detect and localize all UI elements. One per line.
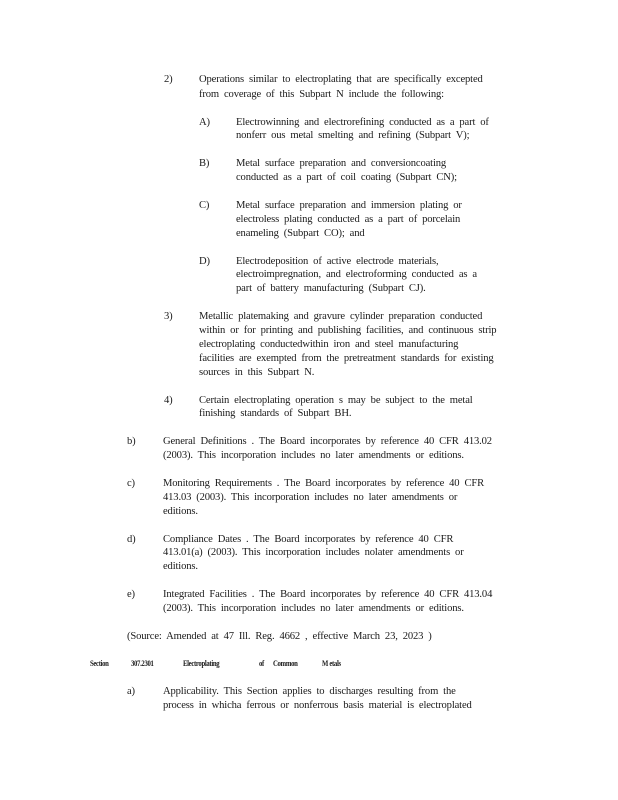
item-number: 4) [164, 395, 173, 406]
sub-item-text-line: Metal surface preparation and conversioncoating [236, 158, 447, 169]
subsection-text-line: Applicability. This Section applies to discharges resulting from the [163, 686, 456, 697]
sub-item-text-line: enameling (Subpart CO); and [236, 228, 365, 239]
section-label: Section [90, 659, 109, 668]
sub-item-text-line: Electrowinning and electrorefining conducted as a part of [236, 117, 489, 128]
subsection-text-line: editions. [163, 561, 198, 572]
subsection-text-line: 413.01(a) (2003). This incorporation includes nolater amendments or [163, 547, 464, 558]
subsection-text-line: (2003). This incorporation includes no later amendments or editions. [163, 603, 464, 614]
subsection-text-line: 413.03 (2003). This incorporation includes no later amendments or [163, 492, 458, 503]
subsection-letter: a) [127, 686, 135, 697]
subsection-letter: b) [127, 436, 136, 447]
sub-item-text-line: conducted as a part of coil coating (Subpart CN); [236, 172, 457, 183]
sub-item-letter: B) [199, 158, 210, 169]
sub-item-text-line: electroimpregnation, and electroforming conducted as a [236, 269, 477, 280]
sub-item-letter: D) [199, 256, 210, 267]
item-text-line: Operations similar to electroplating that are specifically excepted [199, 74, 483, 85]
section-number: 307.2301 [131, 659, 154, 668]
section-title-word: of [259, 659, 264, 668]
subsection-text-line: Compliance Dates . The Board incorporates by reference 40 CFR [163, 534, 454, 545]
sub-item-letter: A) [199, 117, 210, 128]
sub-item-letter: C) [199, 200, 210, 211]
subsection-text-line: editions. [163, 506, 198, 517]
section-title-word: Common [273, 659, 298, 668]
item-text-line: within or for printing and publishing facilities, and continuous strip [199, 325, 497, 336]
item-text-line: Metallic platemaking and gravure cylinder preparation conducted [199, 311, 483, 322]
subsection-text-line: Integrated Facilities . The Board incorporates by reference 40 CFR 413.04 [163, 589, 493, 600]
sub-item-text-line: part of battery manufacturing (Subpart CJ). [236, 283, 426, 294]
item-text-line: electroplating conductedwithin iron and steel manufacturing [199, 339, 459, 350]
subsection-text-line: process in whicha ferrous or nonferrous basis material is electroplated [163, 700, 472, 711]
subsection-letter: d) [127, 534, 136, 545]
section-title-word: M etals [322, 659, 341, 668]
item-text-line: Certain electroplating operation s may be subject to the metal [199, 395, 473, 406]
subsection-text-line: Monitoring Requirements . The Board incorporates by reference 40 CFR [163, 478, 485, 489]
item-text-line: finishing standards of Subpart BH. [199, 408, 352, 419]
item-number: 2) [164, 74, 173, 85]
sub-item-text-line: Metal surface preparation and immersion plating or [236, 200, 462, 211]
source-note: (Source: Amended at 47 Ill. Reg. 4662 , effective March 23, 2023 ) [127, 631, 432, 642]
sub-item-text-line: electroless plating conducted as a part of porcelain [236, 214, 461, 225]
section-title-word: Electroplating [183, 659, 220, 668]
subsection-letter: c) [127, 478, 135, 489]
item-text-line: from coverage of this Subpart N include the following: [199, 89, 444, 100]
subsection-letter: e) [127, 589, 135, 600]
subsection-text-line: (2003). This incorporation includes no later amendments or editions. [163, 450, 464, 461]
sub-item-text-line: Electrodeposition of active electrode materials, [236, 256, 439, 267]
item-text-line: facilities are exempted from the pretreatment standards for existing [199, 353, 494, 364]
sub-item-text-line: nonferr ous metal smelting and refining (Subpart V); [236, 130, 470, 141]
subsection-text-line: General Definitions . The Board incorporates by reference 40 CFR 413.02 [163, 436, 492, 447]
item-number: 3) [164, 311, 173, 322]
item-text-line: sources in this Subpart N. [199, 367, 315, 378]
